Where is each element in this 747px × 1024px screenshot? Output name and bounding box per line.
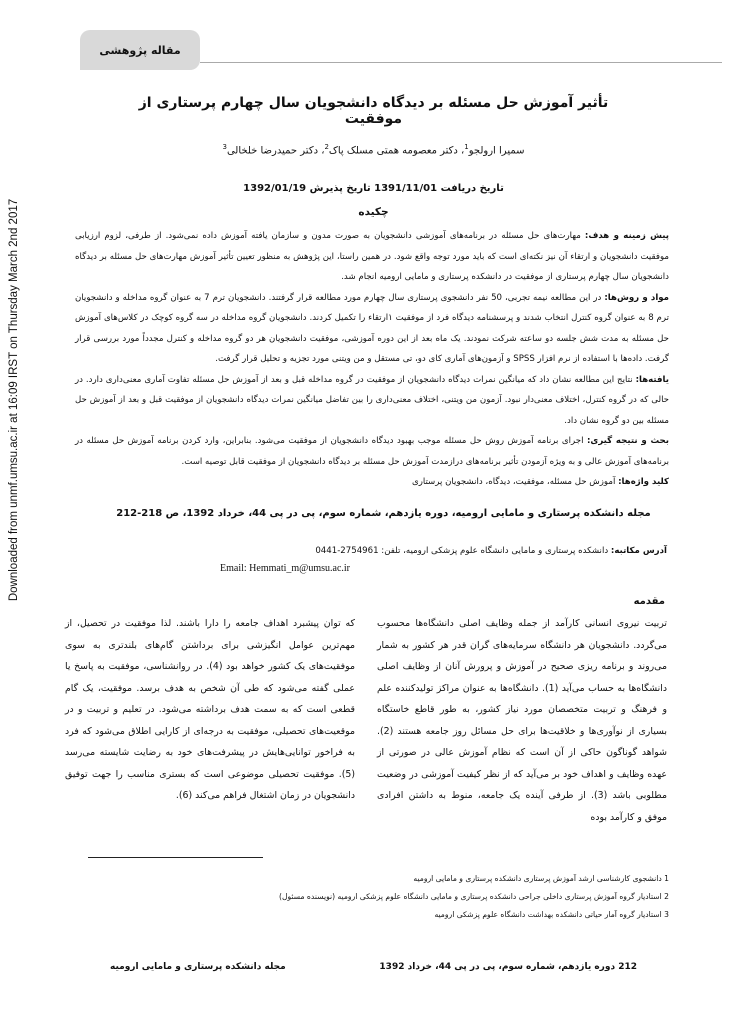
introduction-heading: مقدمه	[633, 596, 665, 607]
article-title: تأثیر آموزش حل مسئله بر دیدگاه دانشجویان سال چهارم پرستاری از موفقیت	[138, 95, 609, 127]
journal-citation: مجله دانشکده پرستاری و مامایی ارومیه، دوره یازدهم، شماره سوم، پی در پی 44، خرداد 1392، ص 218-212	[116, 508, 651, 519]
paragraph: که توان پیشبرد اهداف جامعه را دارا باشند. لذا موفقیت در تحصیل، از مهم‌ترین عوامل انگیزشی برای برداشتن گام‌های بلندتری به سوی موفقیت‌های یک کشور خواهد بود (4). در روانشناسی، موفقیت به پاسخ یا عملی گفته می‌شود که طی آن شخص به هدف برسد. موفقیت، یک گام قطعی است که به سمت هدف برداشته می‌شود. در تعلیم و تربیت و در موقعیت‌های تحصیلی، موفقیت به درجه‌ای از کارایی اطلاق می‌شود که فرد به فراخور توانایی‌هایش در پیشرفت‌های خود به رضایت شایسته می‌رسد (5). موفقیت تحصیلی موضوعی است که بستری مناسب را جهت توفیق دانشجویان در زمان اشتغال فراهم می‌کند (6).	[65, 618, 355, 801]
abstract-methods	[75, 288, 669, 370]
correspondence-block	[80, 543, 667, 577]
footnotes	[75, 870, 669, 924]
article-type-label: مقاله پژوهشی	[99, 43, 181, 57]
footnote: 3 استادیار گروه آمار حیاتی دانشکده بهداشت دانشگاه علوم پزشکی ارومیه	[434, 910, 669, 919]
footer-issue-info: 212 دوره یازدهم، شماره سوم، پی در پی 44، خرداد 1392	[379, 962, 637, 972]
abstract-heading: چکیده	[358, 206, 389, 218]
abstract-background	[75, 226, 669, 288]
footnote-rule	[88, 857, 263, 858]
download-stamp-text: Downloaded from unmf.umsu.ac.ir at 16:09 IRST on Thursday March 2nd 2017	[7, 198, 20, 602]
submission-dates: تاریخ دریافت 1391/11/01 تاریخ پذیرش 1392/01/19	[243, 183, 504, 194]
abstract-results	[75, 370, 669, 432]
abstract-text: مهارت‌های حل مسئله در برنامه‌های آموزشی دانشجویان به صورت مدون و سازمان یافته آموزش داده نمی‌شود. از طرفی، لزوم ارزیابی موفقیت دانشجویان و ارتقاء آن نیز نکته‌ای است که باید مورد توجه واقع شود. در همین راستا، این پژوهش به منظور تعیین تأثیر آموزش مهارت‌های حل مسئله بر دیدگاه دانشجویان سال چهارم پرستاری از موفقیت در دانشکده پرستاری و مامایی ارومیه انجام شد.	[75, 231, 669, 282]
abstract-body	[75, 226, 669, 493]
introduction-column-right	[377, 613, 667, 828]
abstract-keywords	[75, 472, 669, 493]
download-stamp	[3, 170, 25, 630]
author-list	[150, 143, 597, 156]
correspondence-address	[80, 543, 667, 560]
abstract-conclusion	[75, 431, 669, 472]
page-footer	[110, 962, 637, 972]
abstract-text: در این مطالعه نیمه تجربی، 50 نفر دانشجوی پرستاری سال چهارم مورد مطالعه قرار گرفتند. دانشجویان ترم 7 به عنوان گروه مداخله و دانشجویان ترم 8 به عنوان گروه کنترل انتخاب شدند و پرسشنامه دیدگاه فرد از موفقیت ۱ارتقاء را تکمیل کردند. دانشجویان گروه مداخله در سه گروه کوچک در کلاس‌های آموزش حل مسئله به مدت شش جلسه دو ساعته شرکت نمودند. یک ماه بعد از این دوره آموزشی، موفقیت دانشجویان هر دو گروه مداخله و کنترل مجدداً مورد بررسی قرار گرفت. داده‌ها با استفاده از نرم افزار SPSS و آزمون‌های آماری کای دو، تی مستقل و من ویتنی مورد تجزیه و تحلیل قرار گرفت.	[75, 292, 669, 364]
abstract-label: کلید واژه‌ها:	[618, 477, 669, 487]
abstract-text: آموزش حل مسئله، موفقیت، دیدگاه، دانشجویان پرستاری	[411, 477, 619, 487]
abstract-text: اجرای برنامه آموزش روش حل مسئله موجب بهبود دیدگاه دانشجویان از موفقیت می‌شود. بنابراین، وارد کردن برنامه آموزش حل مسئله در برنامه‌های آموزش عالی و به ویژه آزمودن تأثیر برنامه‌های درازمدت آموزش حل مسئله بر دیدگاه دانشجویان از موفقیت قابل توصیه است.	[75, 436, 669, 467]
author-affiliation-mark: 3	[222, 143, 227, 151]
footnote: 2 استادیار گروه آموزش پرستاری داخلی جراحی دانشکده پرستاری و مامایی دانشگاه علوم پزشکی ارومیه (نویسنده مسئول)	[278, 892, 669, 901]
footer-journal-name: مجله دانشکده پرستاری و مامایی ارومیه	[110, 962, 286, 972]
address-label: آدرس مکاتبه:	[610, 546, 667, 556]
abstract-label: یافته‌ها:	[635, 374, 669, 385]
author-name: ، دکتر حمیدرضا خلخالی	[226, 145, 325, 157]
author-affiliation-mark: 1	[464, 143, 469, 151]
introduction-column-left	[65, 613, 355, 807]
article-type-tab	[80, 30, 200, 70]
abstract-text: نتایج این مطالعه نشان داد که میانگین نمرات دیدگاه دانشجویان از موفقیت در گروه مداخله قبل و بعد از آموزش حل مسئله تفاوت آماری معنی‌داری دارد. در حالی که در گروه کنترل، اختلاف معنی‌دار نبود. آزمون من ویتنی، اختلاف معنی‌داری را بین تفاضل میانگین نمرات دیدگاه دانشجویان از موفقیت قبل و بعد از آموزش حل مسئله بین دو گروه نشان داد.	[75, 374, 669, 426]
footnote: 1 دانشجوی کارشناسی ارشد آموزش پرستاری دانشکده پرستاری و مامایی ارومیه	[413, 874, 669, 883]
abstract-label: مواد و روش‌ها:	[604, 292, 669, 303]
author-name: سمیرا ارولجو	[468, 145, 525, 157]
header-rule	[200, 62, 722, 63]
address-text: دانشکده پرستاری و مامایی دانشگاه علوم پزشکی ارومیه، تلفن: 2754961-0441	[315, 546, 611, 556]
author-name: ، دکتر معصومه همتی مسلک پاک	[328, 145, 465, 157]
abstract-label: پیش زمینه و هدف:	[584, 231, 669, 241]
paragraph: تربیت نیروی انسانی کارآمد از جمله وظایف اصلی دانشگاه‌ها محسوب می‌گردد. دانشجویان هر دانشگاه سرمایه‌های گران قدر هر کشور به شمار می‌روند و برنامه ریزی صحیح در آموزش و پرورش آنان از وظایف اصلی دانشگاه‌ها به حساب می‌آید (1). دانشگاه‌ها به عنوان مراکز تولیدکننده علم و فرهنگ و تربیت متخصصان مورد نیاز کشور، به طور قاطع خاستگاه بسیاری از نوآوری‌ها و خلاقیت‌ها برای حل مسائل روز جامعه هستند (2). شواهد گوناگون حاکی از آن است که نظام آموزش عالی در صورتی از عهده وظایف و اهداف خود بر می‌آید که از نظر کیفیت آموزشی در وضعیت مطلوبی باشد (3). از طرفی آینده یک جامعه، منوط به داشتن افرادی موفق و کارآمد بوده	[377, 618, 667, 823]
correspondence-email: Email: Hemmati_m@umsu.ac.ir	[220, 563, 351, 574]
author-affiliation-mark: 2	[324, 143, 329, 151]
abstract-label: بحث و نتیجه گیری:	[587, 436, 669, 446]
